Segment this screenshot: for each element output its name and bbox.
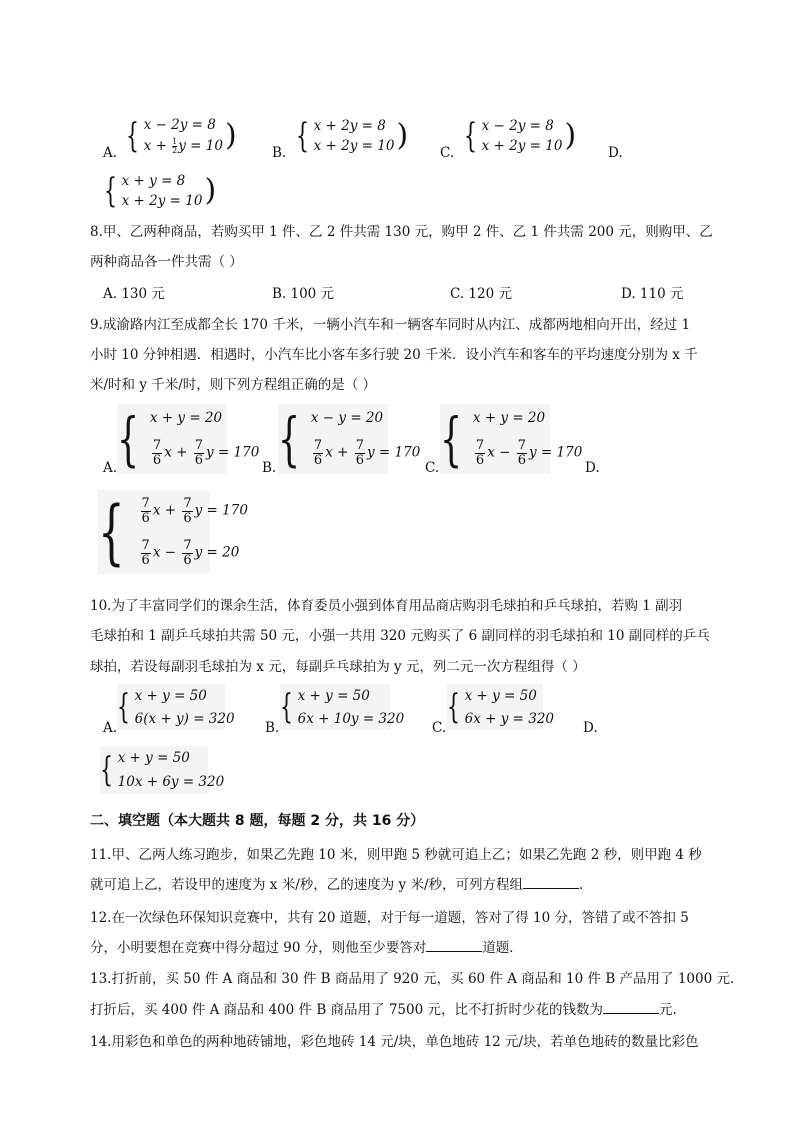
equation: x + y = 8 (121, 173, 186, 189)
left-brace-icon: { (296, 116, 309, 156)
q9-option-c-label: C. (425, 460, 440, 476)
equation: x + y = 50 (134, 687, 207, 704)
right-paren-icon: ) (204, 173, 217, 208)
right-paren-icon: ) (224, 118, 237, 153)
equation: x + $\frac{1}{2}$ y = 10 (143, 137, 223, 156)
equation: $\frac{7}{6}$ x − $\frac{7}{6}$ y = 170 (475, 438, 583, 468)
left-brace-icon: { (440, 405, 463, 473)
equation: $\frac{7}{6}$ x + $\frac{7}{6}$ y = 170 (141, 495, 248, 526)
equation: x + y = 50 (297, 687, 370, 704)
q10-text-line2: 毛球拍和 1 副乒乓球拍共需 50 元，小强一共用 320 元购买了 6 副同样的羽毛球拍和 10 副同样的乒乓 (90, 628, 710, 644)
equation: 10x + 6y = 320 (117, 774, 225, 790)
q9-option-a-label: A. (103, 460, 118, 476)
q13-text-line2: 打折后，买 400 件 A 商品和 400 件 B 商品用了 7500 元，比不打折时少花的钱数为 元. (90, 1002, 677, 1018)
q8-option-d: D. 110 元 (621, 286, 684, 302)
q12-text-line2: 分，小明要想在竞赛中得分超过 90 分，则他至少要答对 道题． (90, 940, 523, 956)
q9-text-line3: 米/时和 y 千米/时，则下列方程组正确的是（ ） (90, 377, 377, 393)
equation: x + 2y = 10 (121, 193, 203, 209)
q13-text-line1: 13.打折前，买 50 件 A 商品和 30 件 B 商品用了 920 元，买 60 件 A 商品和 10 件 B 产品用了 1000 元. (90, 971, 735, 987)
left-brace-icon: { (464, 116, 477, 156)
q14-text-line1: 14.用彩色和单色的两种地砖铺地，彩色地砖 14 元/块，单色地砖 12 元/块，若单色地砖的数量比彩色 (90, 1034, 699, 1050)
section-heading: 二、填空题（本大题共 8 题，每题 2 分，共 16 分） (90, 813, 425, 829)
q10-option-b-label: B. (265, 720, 280, 736)
left-brace-icon: { (117, 405, 140, 473)
q7-option-c-system (464, 116, 576, 156)
equation: x + y = 50 (117, 750, 190, 766)
q9-option-b-label: B. (262, 460, 277, 476)
q10-option-a-system (117, 684, 235, 730)
equation: 6(x + y) = 320 (134, 710, 235, 727)
q10-option-b-system (280, 684, 405, 730)
equation: $\frac{7}{6}$ x + $\frac{7}{6}$ y = 170 (313, 438, 421, 468)
q9-option-c-system (440, 404, 583, 474)
right-paren-icon: ) (396, 118, 409, 153)
q10-option-d-label: D. (583, 720, 598, 736)
left-brace-icon: { (100, 750, 113, 790)
q8-text-line1: 8.甲、乙两种商品，若购买甲 1 件、乙 2 件共需 130 元，购甲 2 件、乙 1 件共需 200 元，则购甲、乙 (90, 224, 713, 240)
q7-option-d-label: D. (608, 145, 623, 161)
left-brace-icon: { (447, 687, 460, 727)
q7-option-a-system (126, 114, 237, 158)
answer-blank[interactable] (603, 1001, 659, 1014)
q10-option-c-system (447, 684, 555, 730)
equation: x − y = 20 (310, 410, 384, 427)
q8-option-a: A. 130 元 (103, 286, 165, 302)
q10-option-d-system (100, 746, 225, 794)
q7-option-a-label: A. (103, 145, 118, 161)
equation: 6x + 10y = 320 (297, 710, 405, 727)
equation: x + 2y = 10 (313, 138, 395, 154)
left-brace-icon: { (104, 171, 117, 211)
q9-text-line1: 9.成渝路内江至成都全长 170 千米，一辆小汽车和一辆客车同时从内江、成都两地相向开出，经过 1 (90, 317, 691, 333)
equation: x + 2y = 8 (313, 118, 386, 134)
q10-text-line3: 球拍，若设每副羽毛球拍为 x 元，每副乒乓球拍为 y 元，列二元一次方程组得（ ） (90, 659, 586, 675)
answer-blank[interactable] (426, 939, 482, 952)
equation: x − 2y = 8 (481, 118, 554, 134)
equation: x + y = 20 (472, 410, 546, 427)
left-brace-icon: { (117, 687, 130, 727)
q9-option-d-system (98, 490, 248, 574)
q8-option-c: C. 120 元 (450, 286, 512, 302)
equation: x + y = 20 (149, 410, 223, 427)
equation: x + y = 50 (464, 687, 537, 704)
left-brace-icon: { (280, 687, 293, 727)
q9-option-a-system (117, 404, 260, 474)
answer-blank[interactable] (523, 876, 579, 889)
equation: $\frac{7}{6}$ x − $\frac{7}{6}$ y = 20 (141, 537, 240, 568)
q8-option-b: B. 100 元 (272, 286, 335, 302)
left-brace-icon: { (98, 491, 125, 573)
q9-option-d-label: D. (585, 460, 600, 476)
q10-option-a-label: A. (103, 720, 118, 736)
equation: 6x + y = 320 (464, 710, 555, 727)
q7-option-c-label: C. (440, 145, 455, 161)
right-paren-icon: ) (564, 118, 577, 153)
q10-option-c-label: C. (432, 720, 447, 736)
equation: x − 2y = 8 (143, 116, 216, 133)
q7-option-d-system (104, 171, 216, 211)
equation: x + 2y = 10 (481, 138, 563, 154)
q7-option-b-system (296, 116, 408, 156)
q9-option-b-system (278, 404, 421, 474)
q11-text-line2: 就可追上乙，若设甲的速度为 x 米/秒，乙的速度为 y 米/秒，可列方程组 . (90, 877, 584, 893)
q12-text-line1: 12.在一次绿色环保知识竞赛中，共有 20 道题，对于每一道题，答对了得 10 分，答错了或不答扣 5 (90, 910, 689, 926)
q10-text-line1: 10.为了丰富同学们的课余生活，体育委员小强到体育用品商店购羽毛球拍和乒乓球拍，若购 1 副羽 (90, 598, 683, 614)
left-brace-icon: { (278, 405, 301, 473)
q8-text-line2: 两种商品各一件共需（ ） (90, 254, 243, 270)
q9-text-line2: 小时 10 分钟相遇．相遇时，小汽车比小客车多行驶 20 千米．设小汽车和客车的平均速度分别为 x 千 (90, 347, 698, 363)
q11-text-line1: 11.甲、乙两人练习跑步，如果乙先跑 10 米，则甲跑 5 秒就可追上乙；如果乙先跑 2 秒，则甲跑 4 秒 (90, 847, 702, 863)
equation: $\frac{7}{6}$ x + $\frac{7}{6}$ y = 170 (152, 438, 260, 468)
left-brace-icon: { (126, 116, 139, 156)
q7-option-b-label: B. (272, 145, 287, 161)
